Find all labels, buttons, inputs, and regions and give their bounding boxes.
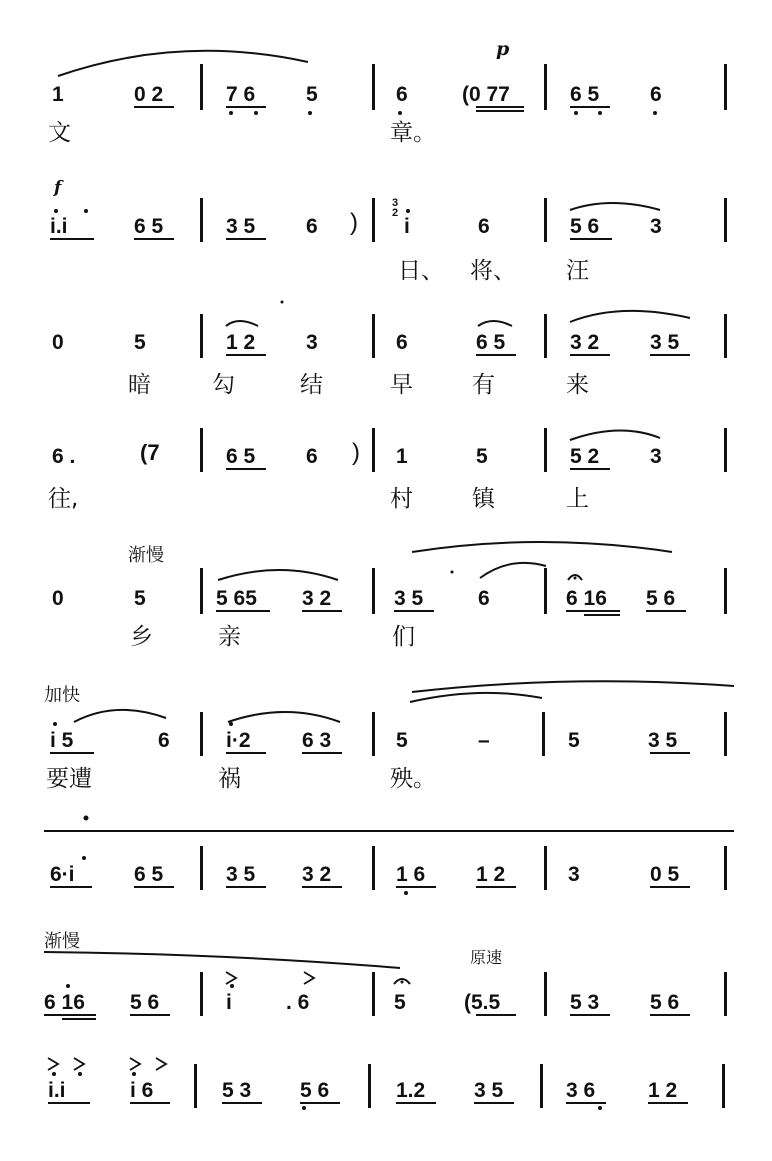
note: 6 [158, 729, 170, 752]
lyric: 上 [566, 486, 589, 512]
note: (5.5 [464, 991, 501, 1014]
note: 3 2 [302, 863, 332, 886]
slur [570, 430, 660, 440]
note: 5 [394, 991, 406, 1014]
note: 3 2 [570, 331, 600, 354]
lyric: 结 [300, 372, 323, 398]
note: 0 2 [134, 83, 164, 106]
slur [410, 693, 542, 702]
fermatas [394, 575, 582, 984]
lyric: 们 [392, 624, 415, 650]
note: 6 5 [570, 83, 600, 106]
note: 6 5 [134, 215, 164, 238]
slur [412, 681, 734, 692]
note: 3 [306, 331, 318, 354]
lyric: 来 [566, 372, 589, 398]
note: 6 3 [302, 729, 332, 752]
note: 0 [52, 587, 64, 610]
lyric: 勾 [212, 372, 235, 398]
lyric: 要遭 [46, 766, 92, 792]
note: 1 [52, 83, 64, 106]
slur [74, 710, 166, 722]
paren-close: ) [350, 209, 358, 236]
note: 6 [306, 215, 318, 238]
note: i 6 [130, 1079, 154, 1102]
note: 5 [134, 331, 146, 354]
slur [480, 563, 546, 578]
note: 6 [396, 331, 408, 354]
note: 6 [396, 83, 408, 106]
lyric: 殃。 [390, 766, 436, 792]
note: 5 6 [646, 587, 676, 610]
note: 6 5 [476, 331, 506, 354]
note: i·2 [226, 729, 251, 752]
lyric: 汪 [566, 258, 589, 284]
note: 1 2 [648, 1079, 678, 1102]
note: 1 2 [476, 863, 506, 886]
note: 5 6 [130, 991, 160, 1014]
note: 5 2 [570, 445, 600, 468]
lyric: 章。 [390, 120, 436, 146]
lyric: 亲 [218, 624, 241, 650]
tempo-mark: 渐慢 [128, 545, 164, 566]
note: 6 5 [226, 445, 256, 468]
note: 5 6 [570, 215, 600, 238]
note: 5 [306, 83, 318, 106]
note: 5 [396, 729, 408, 752]
note: 5 3 [570, 991, 600, 1014]
note: 5 3 [222, 1079, 252, 1102]
note: 1 [396, 445, 408, 468]
note: 6 5 [134, 863, 164, 886]
dynamic-mark: f [54, 178, 62, 198]
note: 6 16 [566, 587, 607, 610]
lyric: 有 [472, 372, 495, 398]
note: 6 16 [44, 991, 85, 1014]
note: (7 [140, 440, 160, 465]
lyric: 文 [48, 120, 71, 146]
note: 3 [650, 445, 662, 468]
note: 3 5 [226, 215, 256, 238]
note: 1 2 [226, 331, 256, 354]
note: 5 [568, 729, 580, 752]
note: i [226, 991, 232, 1014]
note: (0 77 [462, 83, 510, 106]
note: i [404, 215, 410, 238]
note: 1.2 [396, 1079, 426, 1102]
note: . 6 [286, 991, 310, 1014]
note: i.i [50, 215, 68, 238]
slur [478, 321, 512, 326]
note: 7 6 [226, 83, 256, 106]
slur [218, 570, 338, 580]
lyric: 镇 [472, 486, 495, 512]
specks [281, 301, 454, 574]
note: 3 5 [226, 863, 256, 886]
lyric: 祸 [218, 766, 241, 792]
note: 3 [568, 863, 580, 886]
note: 5 65 [216, 587, 257, 610]
note: 3 5 [394, 587, 424, 610]
note: 3 5 [650, 331, 680, 354]
lyric: 日、 [398, 258, 444, 284]
note: 6·i [50, 863, 75, 886]
grace-note: 3 2 [392, 197, 399, 219]
note: 6 [478, 215, 490, 238]
tempo-mark: 加快 [44, 685, 80, 706]
note: 0 5 [650, 863, 680, 886]
dynamic-mark: p [496, 38, 510, 60]
lyric: 暗 [128, 372, 151, 398]
note: 6 . [52, 445, 76, 468]
slur [226, 321, 258, 326]
tempo-mark: 渐慢 [44, 931, 80, 952]
slurs [44, 51, 734, 968]
note: i.i [48, 1079, 66, 1102]
slur [58, 51, 308, 76]
note: 5 6 [650, 991, 680, 1014]
paren-close: ) [352, 439, 360, 466]
note: 3 [650, 215, 662, 238]
note: 3 6 [566, 1079, 596, 1102]
slur [228, 712, 340, 722]
note: 3 5 [474, 1079, 504, 1102]
accents [48, 972, 314, 1070]
lyric: 村 [390, 486, 413, 512]
note: 3 2 [302, 587, 332, 610]
note: 6 [478, 587, 490, 610]
lyric: 往, [48, 486, 79, 512]
note: 5 [476, 445, 488, 468]
slur [570, 311, 690, 322]
slur [570, 203, 660, 210]
lyric: 将、 [470, 258, 516, 284]
note: 6 [306, 445, 318, 468]
fermata-dots [401, 577, 577, 984]
note: – [478, 729, 490, 752]
tempo-mark-original: 原速 [470, 948, 503, 967]
note: 6 [650, 83, 662, 106]
note: 5 6 [300, 1079, 330, 1102]
note: 3 5 [648, 729, 678, 752]
slur [44, 952, 400, 968]
lyric: 早 [390, 372, 413, 398]
slur [412, 542, 672, 552]
note: 5 [134, 587, 146, 610]
note: 1 6 [396, 863, 426, 886]
note: i 5 [50, 729, 74, 752]
note: 0 [52, 331, 64, 354]
lyric: 乡 [130, 624, 153, 650]
